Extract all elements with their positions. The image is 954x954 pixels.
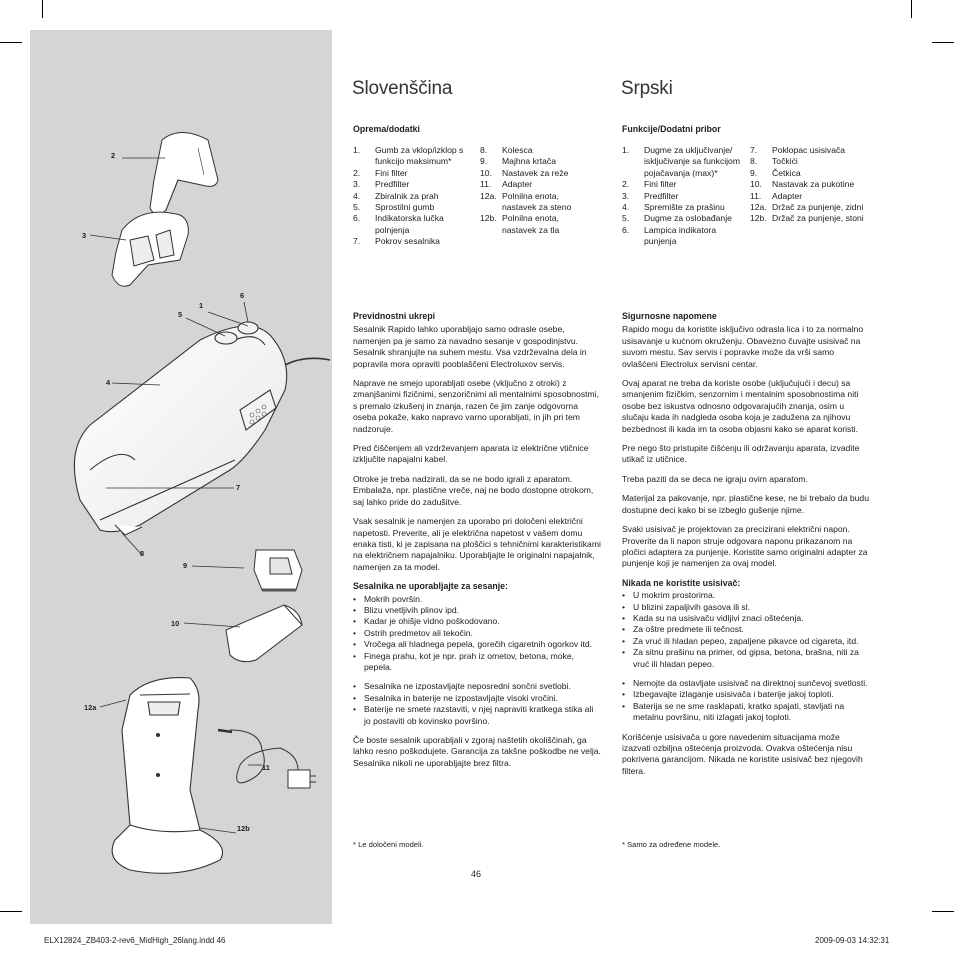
item-text: Dugme za oslobađanje [644, 213, 732, 224]
item-number: 2. [353, 167, 361, 178]
bullet-list [622, 678, 870, 724]
item-number: 3. [353, 179, 361, 190]
list-item: • Baterija se ne sme rasklapati, kratko spajati, stavljati na metalnu površinu, niti izlagati jakoj toploti. [622, 701, 870, 724]
item-text: Predfilter [375, 179, 410, 190]
item-number: 4. [622, 202, 630, 213]
accessory-item [750, 179, 865, 190]
charging-stand-icon [112, 678, 222, 874]
accessory-item [622, 202, 746, 213]
callout-label: 5 [178, 310, 183, 319]
list-item: • Za sitnu prašinu na primer, od gipsa, betona, brašna, niti za vruć ili hladan pepeo. [622, 647, 870, 670]
accessory-item [480, 156, 595, 167]
list-item: • Vročega ali hladnega pepela, gorečih cigaretnih ogorkov itd. [353, 639, 601, 650]
vacuum-body-icon [74, 322, 330, 535]
callout-label: 12b [237, 824, 250, 833]
item-text: Polnilna enota, nastavek za steno [502, 190, 572, 213]
item-number: 12a. [480, 190, 497, 201]
item-number: 1. [622, 145, 630, 155]
section-heading: Oprema/dodatki [353, 124, 420, 134]
accessory-item [622, 179, 746, 190]
crop-mark [932, 42, 954, 43]
list-item: • Kada su na usisivaču vidljivi znaci oštećenja. [622, 613, 870, 624]
paragraph: Sesalnik Rapido lahko uporabljajo samo odrasle osebe, namenjen pa je samo za navadno sesanje v gospodinjstvu. Sesalnik shranjujte na suhem mestu. Vsa vzdrževalna dela in popravila mora opraviti pooblaščeni Electroluxov servis. [353, 324, 587, 369]
item-text: Držač za punjenje, stoni [772, 213, 864, 224]
item-number: 9. [750, 167, 758, 178]
list-item: • Finega prahu, kot je npr. prah iz ometov, betona, moke, pepela. [353, 651, 601, 674]
accessory-item [622, 191, 746, 202]
list-item: • Baterije ne smete razstaviti, v njej napraviti kratkega stika ali jo postaviti ob kovinsko površino. [353, 704, 601, 727]
list-item: • U blizini zapaljivih gasova ili sl. [622, 602, 870, 613]
item-text: Držač za punjenje, zidni [772, 202, 864, 213]
accessory-item [353, 202, 477, 213]
callout-label: 12a [84, 703, 97, 712]
item-text: Dugme za uključivanje/ isključivanje sa funkcijom pojačavanja (max)* [644, 145, 740, 178]
item-number: 10. [480, 167, 492, 178]
item-number: 1. [353, 145, 361, 155]
item-number: 4. [353, 190, 361, 201]
item-number: 12a. [750, 202, 767, 213]
crop-mark [0, 42, 22, 43]
item-text: Indikatorska lučka polnjenja [375, 213, 444, 235]
callout-label: 8 [140, 549, 145, 558]
accessory-item [622, 213, 746, 224]
accessory-item [480, 145, 595, 156]
list-item: • Izbegavajte izlaganje usisivača i baterije jakoj toploti. [622, 689, 870, 700]
closing-paragraph: Korišćenje usisivača u gore navedenim situacijama može izazvati ozbiljna oštećenja proizvoda. Ovakva oštećenja nisu pokrivena garancijom. Nikada ne koristite usisivač bez njegovih filtera. [622, 731, 863, 776]
item-number: 3. [622, 190, 630, 201]
footer-timestamp: 2009-09-03 14:32:31 [815, 936, 890, 945]
adapter-icon [218, 730, 316, 788]
item-text: Lampica indikatora punjenja [644, 224, 717, 247]
paragraph: Vsak sesalnik je namenjen za uporabo pri določeni električni napetosti. Preverite, ali je električna napetost v vašem domu enaka tisti, ki je zapisana na ploščici s tehničnimi karakteristikami na električnem napajalniku. Uporabljajte le originalni napajalnik, namenjen za ta model. [353, 516, 601, 572]
serbian-accessories-list-right [750, 145, 865, 225]
serbian-title: Srpski [621, 78, 673, 99]
list-item: • Blizu vnetljivih plinov ipd. [353, 605, 601, 616]
item-text: Gumb za vklop/izklop s funkcijo maksimum* [375, 145, 464, 167]
crop-mark [0, 911, 22, 912]
closing-paragraph: Če boste sesalnik uporabljali v zgoraj naštetih okoliščinah, ga lahko resno poškodujete. Garancija za takšne poškodbe ne velja. Sesalnika nikoli ne uporabljajte brez filtra. [353, 735, 601, 768]
item-number: 12b. [480, 213, 497, 224]
item-number: 5. [622, 213, 630, 224]
callout-label: 3 [82, 231, 87, 240]
item-number: 8. [480, 145, 488, 155]
slovenian-title: Slovenščina [352, 78, 453, 99]
slovenian-accessories-list-left [353, 145, 477, 248]
item-number: 11. [480, 179, 492, 190]
accessory-item [353, 191, 477, 202]
list-item: • U mokrim prostorima. [622, 590, 870, 601]
footer-file-name: ELX12824_ZB403-2-rev6_MidHigh_26lang.indd 46 [44, 936, 226, 945]
callout-label: 4 [106, 378, 111, 387]
accessory-item [353, 179, 477, 190]
accessory-item [480, 213, 595, 236]
callout-label: 6 [240, 291, 245, 300]
list-item: • Za vruć ili hladan pepeo, zapaljene pikavce od cigareta, itd. [622, 636, 870, 647]
prefilter-icon [112, 212, 188, 286]
brush-icon [254, 550, 302, 590]
item-number: 7. [353, 236, 361, 247]
accessory-item [480, 179, 595, 190]
callout-label: 10 [171, 619, 180, 628]
paragraph: Treba paziti da se deca ne igraju ovim aparatom. [622, 473, 808, 484]
section-heading: Sesalnika ne uporabljajte za sesanje: [353, 581, 508, 592]
section-heading: Sigurnosne napomene [622, 311, 717, 321]
serbian-footnote: * Samo za određene modele. [622, 840, 721, 849]
page-number: 46 [471, 869, 482, 879]
item-text: Pokrov sesalnika [375, 236, 440, 247]
callout-label: 1 [199, 301, 204, 310]
item-text: Majhna krtača [502, 156, 556, 167]
serbian-safety-section [622, 311, 870, 785]
item-number: 6. [353, 213, 361, 224]
bullet-list [353, 681, 601, 727]
accessory-item [750, 213, 865, 224]
accessory-item [750, 168, 865, 179]
slovenian-footnote: * Le določeni modeli. [353, 840, 424, 849]
paragraph: Svaki usisivač je projektovan za precizirani električni napon. Proverite da li napon struje odgovara naponu prikazanom na pločici adaptera za punjenje. Koristite samo originalni adapter za punjenje koji je namenjen za ovaj model. [622, 524, 868, 569]
paragraph: Materijal za pakovanje, npr. plastične kese, ne bi trebalo da budu dostupne deci kako bi se izbeglo gušenje njime. [622, 493, 869, 515]
fine-filter-icon [150, 133, 218, 215]
item-text: Fini filter [644, 179, 677, 190]
paragraph: Naprave ne smejo uporabljati osebe (vključno z otroki) z zmanjšanimi fizičnimi, senzoričnimi ali mentalnimi sposobnostmi, s premalo izkušenj in znanja, razen če jim zanje odgovorna oseba pokaže, kako napravo varno uporabljati, in jih pri tem nadzoruje. [353, 378, 599, 434]
section-heading: Previdnostni ukrepi [353, 311, 436, 321]
accessory-item [353, 168, 477, 179]
item-text: Predfilter [644, 190, 679, 201]
list-item: • Ostrih predmetov ali tekočin. [353, 628, 601, 639]
serbian-accessories-heading [622, 124, 862, 143]
accessory-item [622, 225, 746, 248]
item-text: Kolesca [502, 145, 533, 155]
slovenian-safety-section [353, 311, 601, 777]
callout-label: 2 [111, 151, 116, 160]
list-item: • Sesalnika in baterije ne izpostavljajte visoki vročini. [353, 693, 601, 704]
accessory-item [480, 168, 595, 179]
crop-mark [911, 0, 912, 18]
slovenian-accessories-heading [353, 124, 593, 143]
safety-paragraphs [622, 324, 870, 569]
section-heading: Funkcije/Dodatni pribor [622, 124, 721, 134]
item-text: Sprostilni gumb [375, 202, 435, 213]
item-text: Nastavak za pukotine [772, 179, 855, 190]
accessory-item [622, 145, 746, 179]
paragraph: Otroke je treba nadzirati, da se ne bodo igrali z aparatom. Embalaža, npr. plastične vreče, naj ne bodo dostopne otrokom, saj lahko pride do zadušitve. [353, 473, 594, 507]
callout-label: 9 [183, 561, 188, 570]
section-heading: Nikada ne koristite usisivač: [622, 577, 741, 588]
item-text: Četkica [772, 167, 801, 178]
item-number: 9. [480, 156, 488, 167]
list-item: • Nemojte da ostavljate usisivač na direktnoj sunčevoj svetlosti. [622, 678, 870, 689]
callout-label: 7 [236, 483, 241, 492]
item-number: 8. [750, 156, 758, 167]
item-text: Spremište za prašinu [644, 202, 725, 213]
item-text: Fini filter [375, 167, 408, 178]
item-text: Adapter [502, 179, 533, 190]
safety-paragraphs [353, 324, 601, 573]
item-text: Zbiralnik za prah [375, 190, 439, 201]
crevice-nozzle-icon [226, 605, 302, 662]
item-text: Točkići [772, 156, 798, 167]
slovenian-accessories-list-right [480, 145, 595, 236]
list-item: • Mokrih površin. [353, 594, 601, 605]
paragraph: Ovaj aparat ne treba da koriste osobe (uključujući i decu) sa smanjenim fizičkim, senzornim i mentalnim sposobnostima niti osobe bez iskustva odnosno odgovarajućih znanja, osim u slučaju kada ih nadgleda osoba koja je zadužena za njihovu bezbednost ili kada im ta osoba objasni kako se aparat koristi. [622, 378, 859, 434]
item-number: 2. [622, 179, 630, 190]
item-text: Polnilna enota, nastavek za tla [502, 213, 560, 235]
serbian-accessories-list-left [622, 145, 746, 248]
accessory-item [353, 213, 477, 236]
item-number: 10. [750, 179, 762, 190]
accessory-item [750, 202, 865, 213]
paragraph: Pred čiščenjem ali vzdrževanjem aparata iz električne vtičnice izključite napajalni kabel. [353, 443, 589, 465]
paragraph: Rapido mogu da koristite isključivo odrasla lica i to za normalno usisavanje u kućnom okruženju. Obavezno čuvajte usisivač na suvom mestu. Sav servis i popravke može da vrši samo ovlašćeni Electrolux servisni centar. [622, 324, 864, 369]
paragraph: Pre nego što pristupite čišćenju ili održavanju aparata, izvadite utikač iz utičnice. [622, 443, 860, 465]
item-number: 5. [353, 202, 361, 213]
accessory-item [750, 145, 865, 156]
bullet-list [353, 594, 601, 674]
item-number: 11. [750, 190, 762, 201]
accessory-item [750, 156, 865, 167]
list-item: • Kadar je ohišje vidno poškodovano. [353, 616, 601, 627]
crop-mark [42, 0, 43, 18]
crop-mark [932, 911, 954, 912]
item-text: Poklopac usisivača [772, 145, 846, 155]
item-number: 6. [622, 224, 630, 235]
item-number: 7. [750, 145, 758, 155]
accessory-item [750, 191, 865, 202]
item-text: Nastavek za reže [502, 167, 569, 178]
callout-label: 11 [262, 763, 270, 772]
item-number: 12b. [750, 213, 767, 224]
accessory-item [353, 236, 477, 247]
item-text: Adapter [772, 190, 803, 201]
accessory-item [480, 191, 595, 214]
bullet-list [622, 590, 870, 670]
product-illustration [30, 30, 332, 924]
list-item: • Za oštre predmete ili tečnost. [622, 624, 870, 635]
accessory-item [353, 145, 477, 168]
list-item: • Sesalnika ne izpostavljajte neposredni sončni svetlobi. [353, 681, 601, 692]
